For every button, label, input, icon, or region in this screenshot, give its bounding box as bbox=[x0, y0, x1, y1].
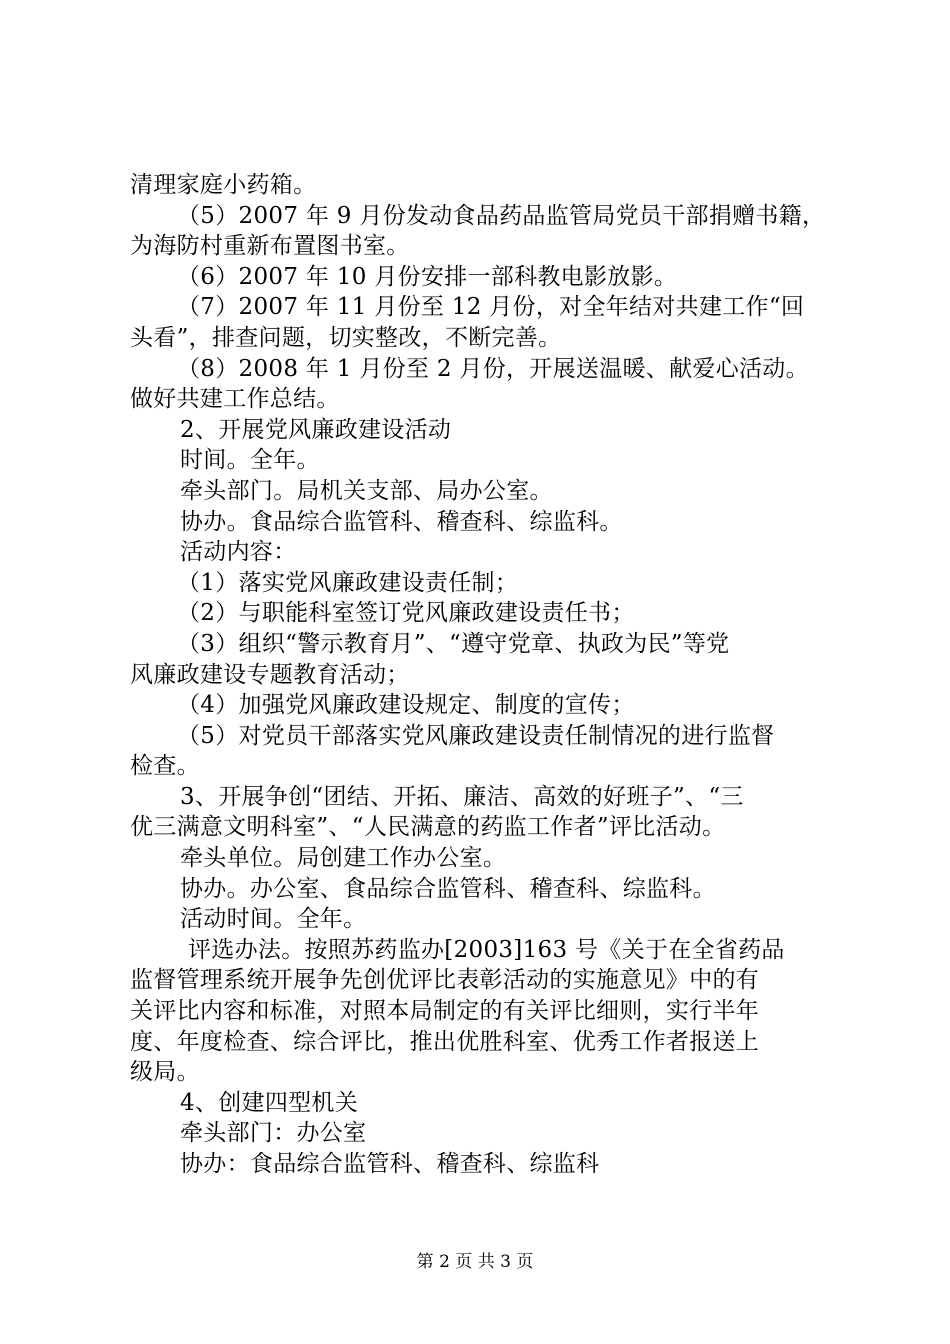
page-footer: 第 2 页 共 3 页 bbox=[416, 1252, 534, 1272]
text-line: 协办。办公室、食品综合监管科、稽查科、综监科。 bbox=[180, 875, 716, 902]
text-line: 度、年度检查、综合评比，推出优胜科室、优秀工作者报送上 bbox=[130, 1028, 760, 1055]
text-line: 风廉政建设专题教育活动； bbox=[130, 661, 410, 688]
text-line: 协办：食品综合监管科、稽查科、综监科 bbox=[180, 1151, 600, 1177]
text-line: 监督管理系统开展争先创优评比表彰活动的实施意见》中的有 bbox=[130, 967, 760, 994]
text-line: 活动时间。全年。 bbox=[180, 906, 367, 933]
text-line: （1）落实党风廉政建设责任制； bbox=[177, 569, 519, 596]
text-line: （4）加强党风廉政建设规定、制度的宣传； bbox=[177, 692, 635, 719]
text-line: 级局。 bbox=[130, 1059, 200, 1086]
text-line: 协办。食品综合监管科、稽查科、综监科。 bbox=[180, 508, 623, 535]
text-line: 活动内容： bbox=[180, 539, 297, 566]
text-line: （3）组织“警示教育月”、“遵守党章、执政为民”等党 bbox=[177, 630, 730, 657]
text-line: 3、开展争创“团结、开拓、廉洁、高效的好班子”、“三 bbox=[180, 783, 744, 810]
text-line: 做好共建工作总结。 bbox=[130, 386, 340, 413]
text-line: 为海防村重新布置图书室。 bbox=[130, 233, 410, 260]
text-line: 头看”，排查问题，切实整改，不断完善。 bbox=[130, 324, 562, 351]
text-line: （6）2007 年 10 月份安排一部科教电影放影。 bbox=[177, 263, 678, 290]
text-line: 牵头部门。局机关支部、局办公室。 bbox=[180, 477, 553, 504]
text-line: 清理家庭小药箱。 bbox=[130, 172, 317, 198]
text-line: 2、开展党风廉政建设活动 bbox=[180, 416, 452, 443]
text-line: （8）2008 年 1 月份至 2 月份，开展送温暖、献爱心活动。 bbox=[177, 355, 809, 382]
text-line: （7）2007 年 11 月份至 12 月份，对全年结对共建工作“回 bbox=[177, 294, 805, 321]
text-line: 优三满意文明科室”、“人民满意的药监工作者”评比活动。 bbox=[130, 814, 726, 841]
text-line: 4、创建四型机关 bbox=[180, 1089, 359, 1116]
document-body bbox=[130, 170, 835, 1180]
text-line: 关评比内容和标准，对照本局制定的有关评比细则，实行半年 bbox=[130, 998, 760, 1025]
text-line: （5）对党员干部落实党风廉政建设责任制情况的进行监督 bbox=[177, 722, 775, 749]
text-line: 检查。 bbox=[130, 753, 200, 780]
text-line: （2）与职能科室签订党风廉政建设责任书； bbox=[177, 600, 635, 627]
text-line: 评选办法。按照苏药监办[2003]163 号《关于在全省药品 bbox=[188, 936, 785, 963]
text-line: 牵头单位。局创建工作办公室。 bbox=[180, 845, 507, 872]
text-line: （5）2007 年 9 月份发动食品药品监管局党员干部捐赠书籍， bbox=[177, 202, 826, 229]
text-line: 时间。全年。 bbox=[180, 447, 320, 474]
text-line: 牵头部门：办公室 bbox=[180, 1120, 367, 1147]
